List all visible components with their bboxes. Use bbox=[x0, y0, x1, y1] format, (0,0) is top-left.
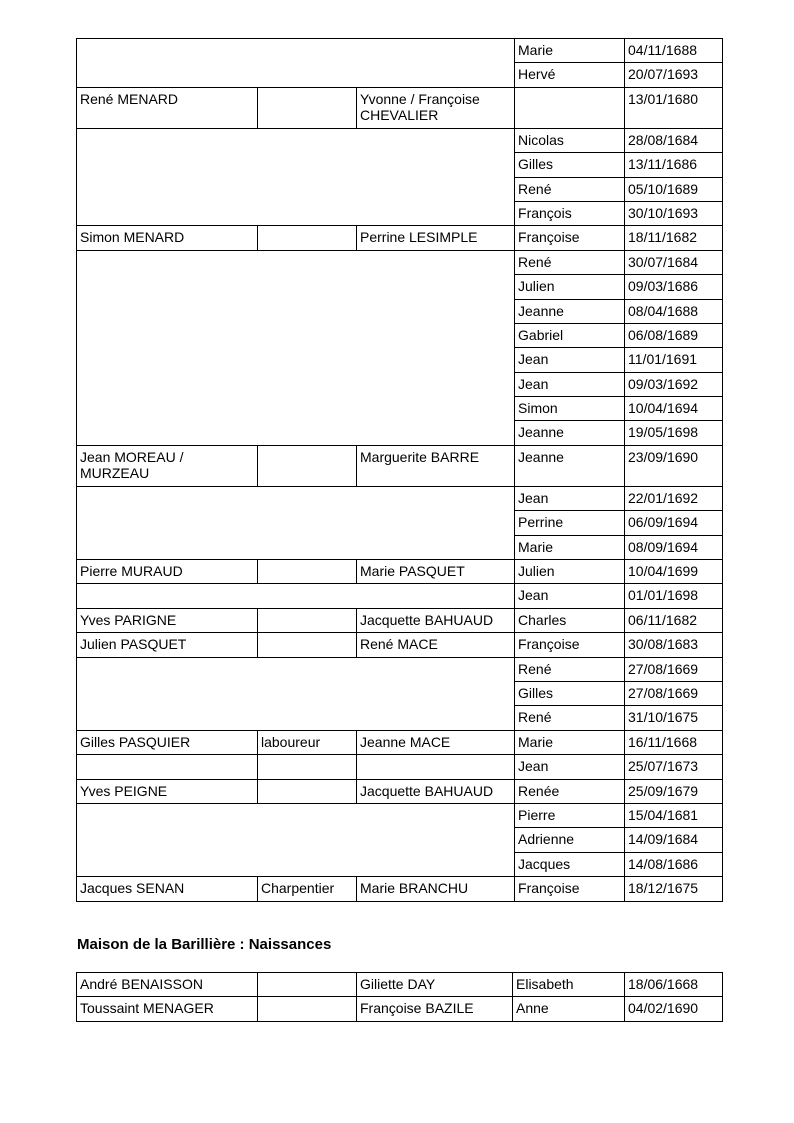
date-cell: 13/01/1680 bbox=[625, 87, 723, 128]
date-cell: 28/08/1684 bbox=[625, 128, 723, 152]
father-cell: Julien PASQUET bbox=[77, 633, 258, 657]
mother-cell: Françoise BAZILE bbox=[357, 997, 513, 1021]
child-cell: Marie bbox=[515, 39, 625, 63]
child-cell: René bbox=[515, 177, 625, 201]
date-cell: 30/08/1683 bbox=[625, 633, 723, 657]
date-cell: 22/01/1692 bbox=[625, 486, 723, 510]
date-cell: 04/11/1688 bbox=[625, 39, 723, 63]
child-cell: Gilles bbox=[515, 681, 625, 705]
mother-cell: Giliette DAY bbox=[357, 973, 513, 997]
table-row bbox=[77, 803, 723, 827]
child-cell: Marie bbox=[515, 730, 625, 754]
date-cell: 09/03/1692 bbox=[625, 372, 723, 396]
date-cell: 25/07/1673 bbox=[625, 755, 723, 779]
child-cell: Pierre bbox=[515, 803, 625, 827]
mother-cell: Jacquette BAHUAUD bbox=[357, 779, 515, 803]
date-cell: 01/01/1698 bbox=[625, 584, 723, 608]
child-cell: Elisabeth bbox=[513, 973, 625, 997]
father-cell bbox=[77, 755, 258, 779]
date-cell: 06/11/1682 bbox=[625, 608, 723, 632]
table-row bbox=[77, 87, 723, 128]
child-cell: Gilles bbox=[515, 153, 625, 177]
table-row bbox=[77, 486, 723, 510]
table-row bbox=[77, 39, 723, 63]
mother-cell: Jacquette BAHUAUD bbox=[357, 608, 515, 632]
child-cell: Anne bbox=[513, 997, 625, 1021]
child-cell: Jeanne bbox=[515, 445, 625, 486]
mother-cell: Marie BRANCHU bbox=[357, 877, 515, 901]
date-cell: 08/04/1688 bbox=[625, 299, 723, 323]
date-cell: 06/08/1689 bbox=[625, 323, 723, 347]
child-cell: Jean bbox=[515, 486, 625, 510]
child-cell: Jacques bbox=[515, 852, 625, 876]
child-cell: Jean bbox=[515, 755, 625, 779]
child-cell: Charles bbox=[515, 608, 625, 632]
family-blank-cell bbox=[77, 39, 515, 88]
child-cell: Jean bbox=[515, 348, 625, 372]
child-cell: Françoise bbox=[515, 226, 625, 250]
table-row bbox=[77, 445, 723, 486]
occupation-cell bbox=[258, 608, 357, 632]
date-cell: 14/08/1686 bbox=[625, 852, 723, 876]
date-cell: 11/01/1691 bbox=[625, 348, 723, 372]
date-cell: 18/12/1675 bbox=[625, 877, 723, 901]
mother-cell: Perrine LESIMPLE bbox=[357, 226, 515, 250]
date-cell: 13/11/1686 bbox=[625, 153, 723, 177]
child-cell: Nicolas bbox=[515, 128, 625, 152]
date-cell: 27/08/1669 bbox=[625, 681, 723, 705]
date-cell: 25/09/1679 bbox=[625, 779, 723, 803]
barilliere-births-table bbox=[76, 972, 723, 1022]
father-cell: André BENAISSON bbox=[77, 973, 258, 997]
child-cell: Gabriel bbox=[515, 323, 625, 347]
date-cell: 10/04/1699 bbox=[625, 560, 723, 584]
table-row bbox=[77, 877, 723, 901]
mother-cell: Marguerite BARRE bbox=[357, 445, 515, 486]
child-cell: Jean bbox=[515, 372, 625, 396]
table-row bbox=[77, 730, 723, 754]
date-cell: 09/03/1686 bbox=[625, 275, 723, 299]
date-cell: 14/09/1684 bbox=[625, 828, 723, 852]
child-cell: Françoise bbox=[515, 633, 625, 657]
date-cell: 04/02/1690 bbox=[625, 997, 723, 1021]
occupation-cell bbox=[258, 87, 357, 128]
table-row bbox=[77, 250, 723, 274]
table-row bbox=[77, 779, 723, 803]
family-blank-cell bbox=[77, 803, 515, 876]
father-cell: Yves PEIGNE bbox=[77, 779, 258, 803]
child-cell: Hervé bbox=[515, 63, 625, 87]
table-row bbox=[77, 608, 723, 632]
family-blank-cell bbox=[77, 128, 515, 226]
family-blank-cell bbox=[77, 486, 515, 559]
family-blank-cell bbox=[77, 657, 515, 730]
table-row bbox=[77, 560, 723, 584]
child-cell: Julien bbox=[515, 560, 625, 584]
section-heading: Maison de la Barillière : Naissances bbox=[77, 936, 332, 953]
date-cell: 16/11/1668 bbox=[625, 730, 723, 754]
table-row bbox=[77, 128, 723, 152]
father-cell: Yves PARIGNE bbox=[77, 608, 258, 632]
date-cell: 05/10/1689 bbox=[625, 177, 723, 201]
father-cell: Gilles PASQUIER bbox=[77, 730, 258, 754]
family-blank-cell bbox=[77, 250, 515, 445]
occupation-cell bbox=[258, 226, 357, 250]
occupation-cell: Charpentier bbox=[258, 877, 357, 901]
occupation-cell bbox=[258, 973, 357, 997]
occupation-cell bbox=[258, 560, 357, 584]
date-cell: 18/06/1668 bbox=[625, 973, 723, 997]
date-cell: 19/05/1698 bbox=[625, 421, 723, 445]
child-cell: Jean bbox=[515, 584, 625, 608]
mother-cell: Yvonne / Françoise CHEVALIER bbox=[357, 87, 515, 128]
table-row bbox=[77, 755, 723, 779]
date-cell: 31/10/1675 bbox=[625, 706, 723, 730]
child-cell: René bbox=[515, 657, 625, 681]
date-cell: 27/08/1669 bbox=[625, 657, 723, 681]
child-cell: René bbox=[515, 250, 625, 274]
mother-cell: René MACE bbox=[357, 633, 515, 657]
table-row bbox=[77, 226, 723, 250]
father-cell: Jacques SENAN bbox=[77, 877, 258, 901]
father-cell: Simon MENARD bbox=[77, 226, 258, 250]
child-cell bbox=[515, 87, 625, 128]
child-cell: Adrienne bbox=[515, 828, 625, 852]
occupation-cell bbox=[258, 997, 357, 1021]
date-cell: 15/04/1681 bbox=[625, 803, 723, 827]
mother-cell: Marie PASQUET bbox=[357, 560, 515, 584]
child-cell: François bbox=[515, 201, 625, 225]
child-cell: René bbox=[515, 706, 625, 730]
child-cell: Marie bbox=[515, 535, 625, 559]
father-cell: Jean MOREAU / MURZEAU bbox=[77, 445, 258, 486]
mother-cell: Jeanne MACE bbox=[357, 730, 515, 754]
date-cell: 20/07/1693 bbox=[625, 63, 723, 87]
child-cell: Simon bbox=[515, 397, 625, 421]
table-row bbox=[77, 997, 723, 1021]
father-cell: Pierre MURAUD bbox=[77, 560, 258, 584]
father-cell: René MENARD bbox=[77, 87, 258, 128]
child-cell: Jeanne bbox=[515, 421, 625, 445]
family-blank-cell bbox=[77, 584, 515, 608]
occupation-cell bbox=[258, 755, 357, 779]
date-cell: 30/10/1693 bbox=[625, 201, 723, 225]
occupation-cell: laboureur bbox=[258, 730, 357, 754]
date-cell: 18/11/1682 bbox=[625, 226, 723, 250]
date-cell: 10/04/1694 bbox=[625, 397, 723, 421]
occupation-cell bbox=[258, 779, 357, 803]
child-cell: Perrine bbox=[515, 511, 625, 535]
date-cell: 08/09/1694 bbox=[625, 535, 723, 559]
date-cell: 06/09/1694 bbox=[625, 511, 723, 535]
table-row bbox=[77, 633, 723, 657]
date-cell: 30/07/1684 bbox=[625, 250, 723, 274]
father-cell: Toussaint MENAGER bbox=[77, 997, 258, 1021]
child-cell: Jeanne bbox=[515, 299, 625, 323]
occupation-cell bbox=[258, 445, 357, 486]
births-table bbox=[76, 38, 723, 902]
child-cell: Julien bbox=[515, 275, 625, 299]
table-row bbox=[77, 657, 723, 681]
table-row bbox=[77, 973, 723, 997]
date-cell: 23/09/1690 bbox=[625, 445, 723, 486]
table-row bbox=[77, 584, 723, 608]
child-cell: Renée bbox=[515, 779, 625, 803]
mother-cell bbox=[357, 755, 515, 779]
child-cell: Françoise bbox=[515, 877, 625, 901]
occupation-cell bbox=[258, 633, 357, 657]
